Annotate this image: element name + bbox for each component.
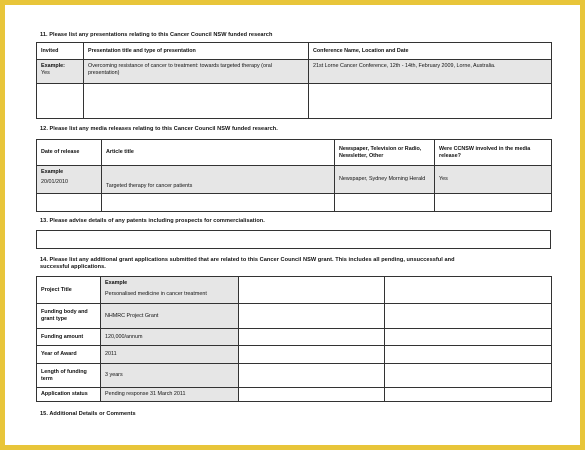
q11-header-conference: Conference Name, Location and Date (309, 43, 552, 60)
q14-value-project-title: Personalised medicine in cancer treatment (105, 290, 207, 297)
q14-cell-status-3[interactable] (385, 388, 552, 402)
q11-table (36, 42, 552, 119)
q12-example-involved: Yes (435, 166, 552, 194)
q14-value-year: 2011 (101, 346, 239, 364)
q12-example-label: Example (41, 169, 64, 175)
q12-empty-media[interactable] (335, 194, 435, 212)
q14-value-funding-body: NHMRC Project Grant (101, 304, 239, 329)
q11-header-title: Presentation title and type of presentation (84, 43, 309, 60)
q11-example-conference: 21st Lorne Cancer Conference, 12th - 14th, February 2009, Lorne, Australia. (309, 60, 552, 84)
q12-example-media: Newspaper, Sydney Morning Herald (335, 166, 435, 194)
q14-row-project-title (37, 277, 552, 304)
q14-label-project-title: Project Title (37, 277, 101, 304)
q14-row-year (37, 346, 552, 364)
q12-header-date: Date of release (37, 140, 102, 166)
q12-header-involved: Were CCNSW involved in the media release? (435, 140, 552, 166)
q14-label-status: Application status (37, 388, 101, 402)
q12-table (36, 139, 552, 212)
q11-empty-row (37, 84, 552, 119)
q12-heading: 12. Please list any media releases relating to this Cancer Council NSW funded research. (40, 126, 278, 132)
q14-example-label: Example (105, 280, 128, 286)
q11-example-invited-cell (37, 60, 84, 84)
q12-empty-row (37, 194, 552, 212)
q14-label-funding-amount: Funding amount (37, 329, 101, 346)
q12-empty-title[interactable] (102, 194, 335, 212)
q11-example-invited: Yes (41, 69, 50, 76)
q14-label-funding-body: Funding body and grant type (37, 304, 101, 329)
q14-value-status: Pending response 31 March 2011 (101, 388, 239, 402)
q14-heading-line2: successful applications. (40, 264, 106, 270)
q11-empty-conference[interactable] (309, 84, 552, 119)
q14-label-length: Length of funding term (37, 364, 101, 388)
q14-cell-funding-body-3[interactable] (385, 304, 552, 329)
q11-example-label: Example: (41, 63, 65, 69)
q14-cell-length-2[interactable] (239, 364, 385, 388)
q11-empty-title[interactable] (84, 84, 309, 119)
q14-table (36, 276, 552, 402)
q14-row-length (37, 364, 552, 388)
q14-value-funding-amount: 120,000/annum (101, 329, 239, 346)
q14-label-year: Year of Award (37, 346, 101, 364)
q14-heading-line1: 14. Please list any additional grant applications submitted that are related to this Cancer Council NSW grant. This includes all pending, unsuccessful and (40, 257, 455, 263)
q12-header-title: Article title (102, 140, 335, 166)
q14-cell-year-2[interactable] (239, 346, 385, 364)
q11-empty-invited[interactable] (37, 84, 84, 119)
q14-example-cell (101, 277, 239, 304)
q14-cell-year-3[interactable] (385, 346, 552, 364)
q11-example-title: Overcoming resistance of cancer to treatment: towards targeted therapy (oral presentation) (84, 60, 309, 84)
q14-cell-status-2[interactable] (239, 388, 385, 402)
q14-cell-project-title-2[interactable] (239, 277, 385, 304)
q14-row-status (37, 388, 552, 402)
q15-heading: 15. Additional Details or Comments (40, 411, 136, 417)
q11-header-invited: Invited (37, 43, 84, 60)
q14-cell-length-3[interactable] (385, 364, 552, 388)
q14-cell-project-title-3[interactable] (385, 277, 552, 304)
q14-row-funding-amount (37, 329, 552, 346)
q12-example-date-cell (37, 166, 102, 194)
form-page (34, 0, 554, 450)
q13-answer-field[interactable] (37, 231, 551, 249)
q14-cell-funding-amount-3[interactable] (385, 329, 552, 346)
q12-empty-involved[interactable] (435, 194, 552, 212)
q14-cell-funding-body-2[interactable] (239, 304, 385, 329)
q12-example-row (37, 166, 552, 194)
q12-example-title: Targeted therapy for cancer patients (102, 166, 335, 194)
q11-example-row (37, 60, 552, 84)
q11-heading: 11. Please list any presentations relating to this Cancer Council NSW funded research (40, 32, 273, 38)
q12-empty-date[interactable] (37, 194, 102, 212)
q12-example-date: 20/01/2010 (41, 178, 68, 185)
q14-cell-funding-amount-2[interactable] (239, 329, 385, 346)
q12-header-media: Newspaper, Television or Radio, Newsletter, Other (335, 140, 435, 166)
q14-row-funding-body (37, 304, 552, 329)
q13-table (36, 230, 551, 249)
q13-heading: 13. Please advise details of any patents including prospects for commercialisation. (40, 218, 265, 224)
q14-value-length: 3 years (101, 364, 239, 388)
